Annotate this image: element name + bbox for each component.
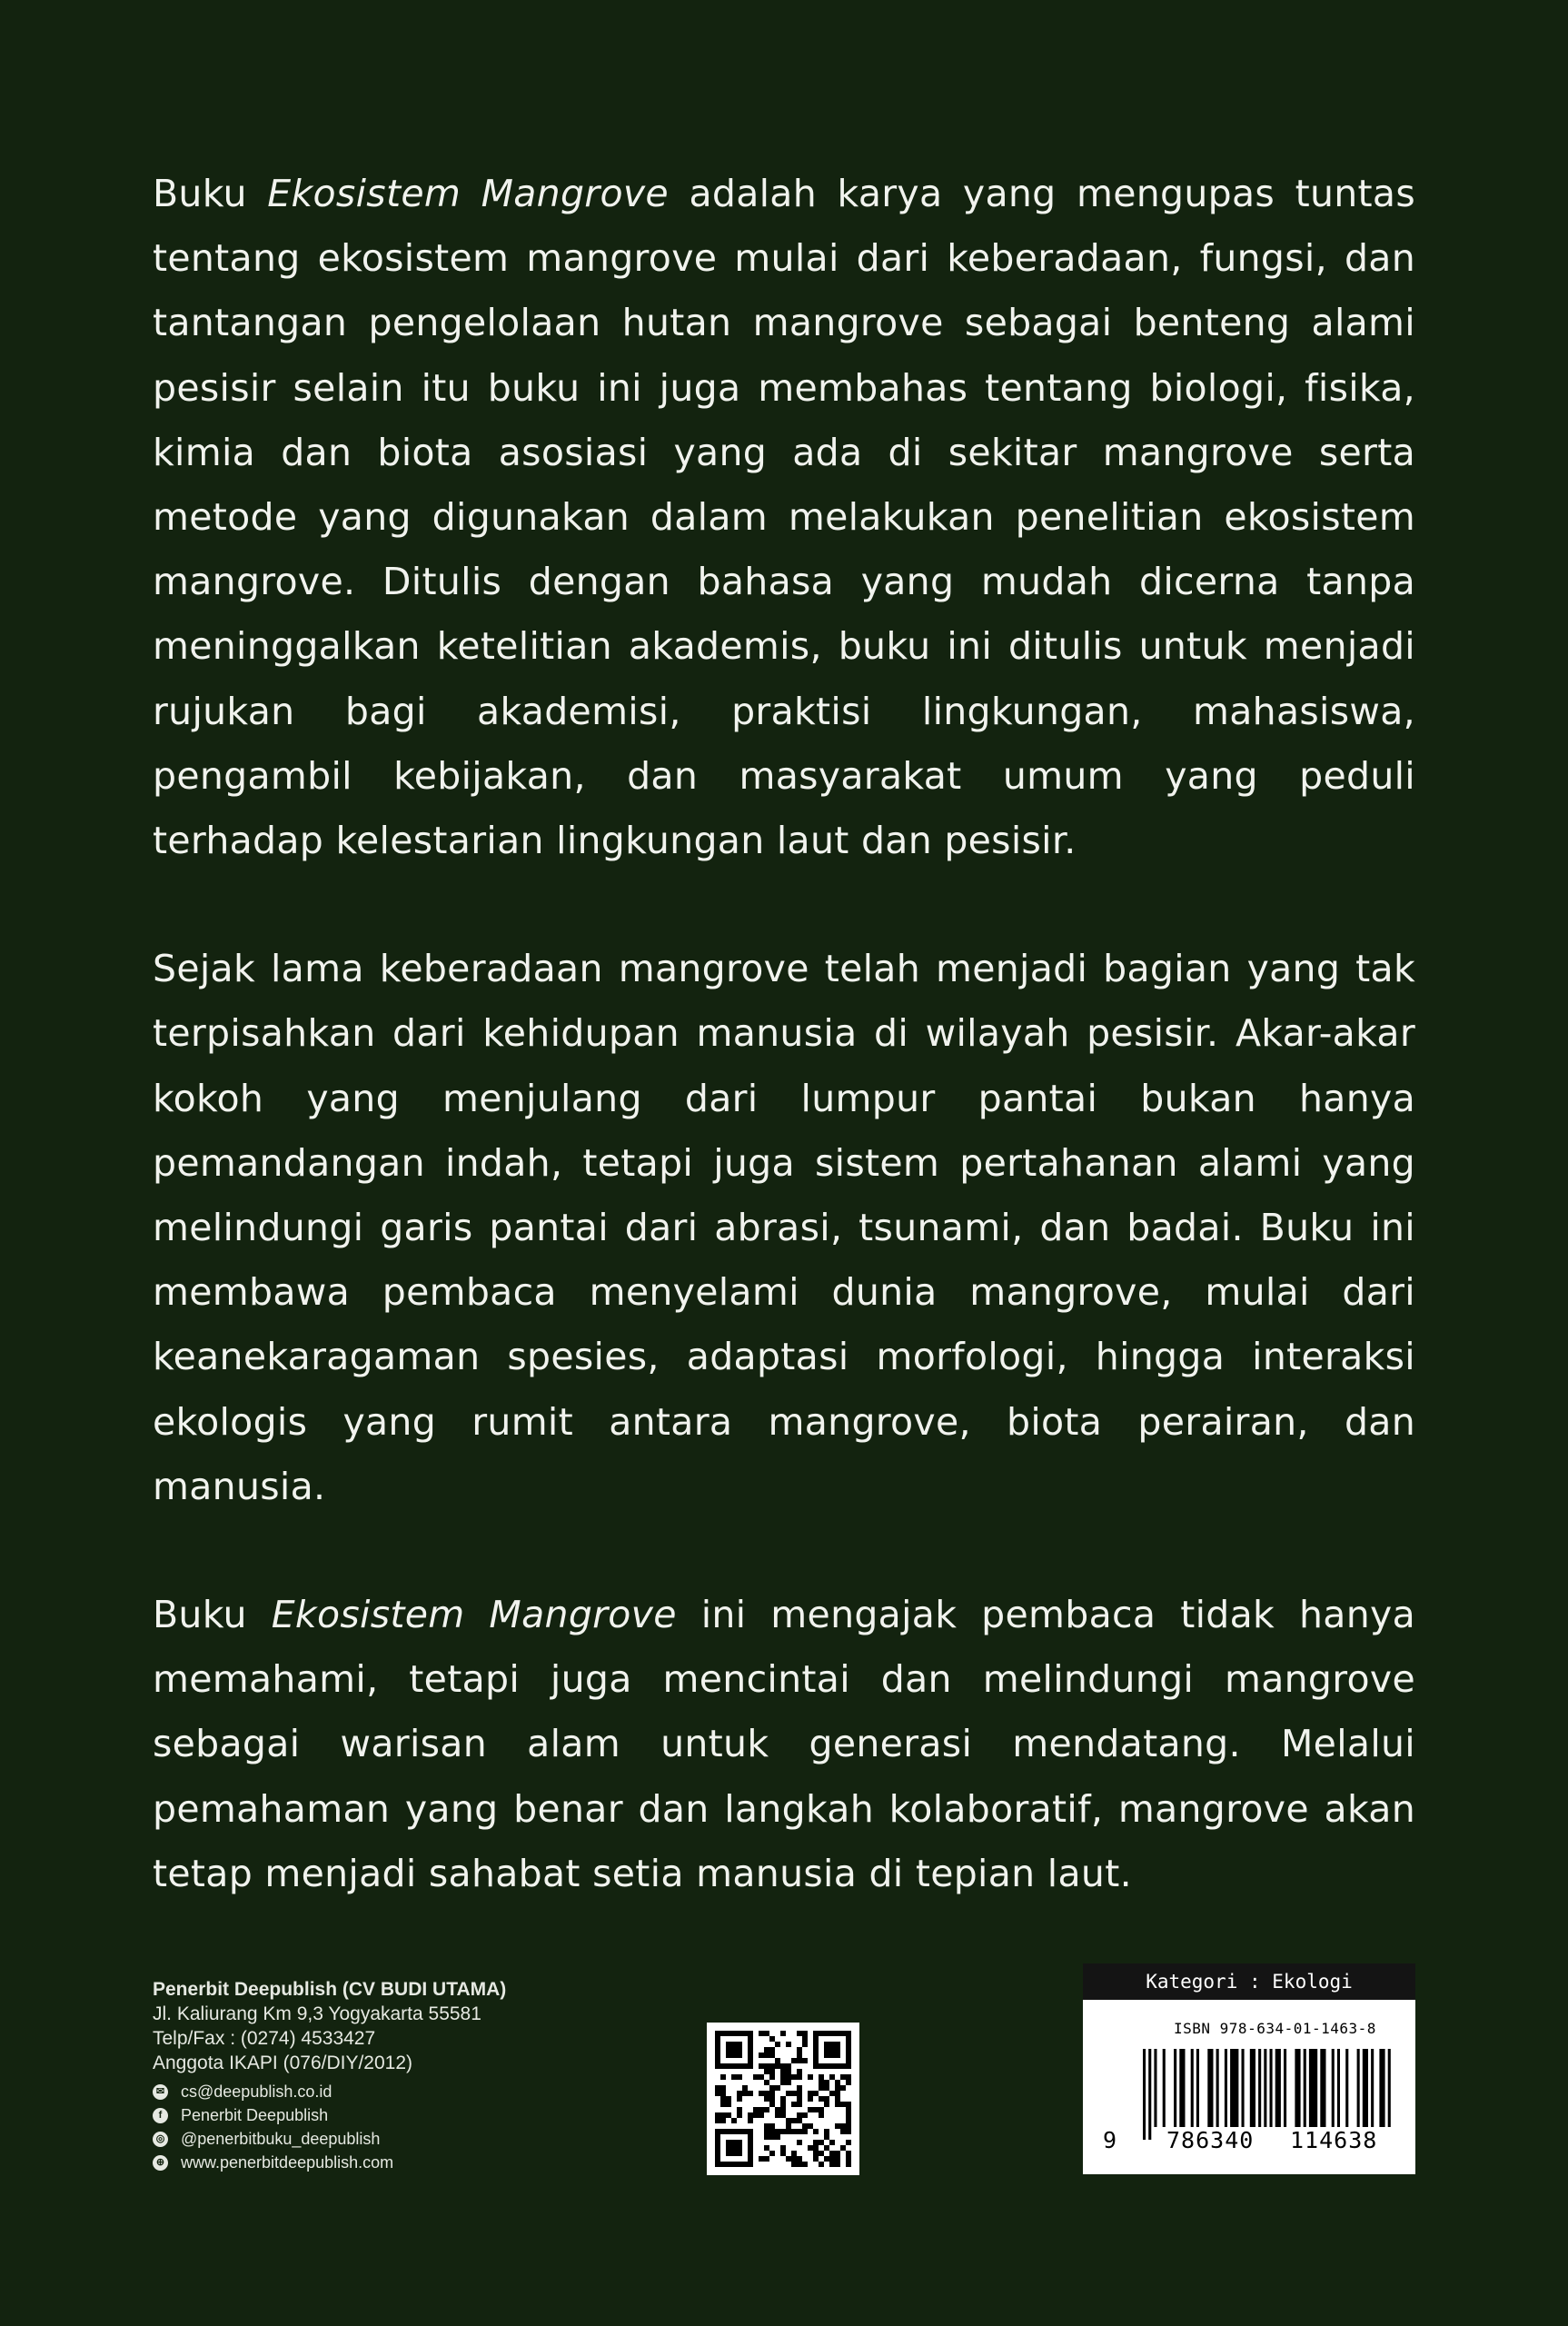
contact-email-text: cs@deepublish.co.id [181, 2082, 332, 2101]
barcode-bar [1275, 2049, 1281, 2127]
instagram-icon: ◎ [153, 2132, 168, 2147]
contact-website [153, 2151, 625, 2174]
blurb-paragraph-3: Buku Ekosistem Mangrove ini mengajak pembaca tidak hanya memahami, tetapi juga mencintai dan melindungi mangrove sebagai warisan alam untuk generasi mendatang. Melalui pemahaman yang benar dan langkah kolaboratif, mangrove akan tetap menjadi sahabat setia manusia di tepian laut. [153, 1593, 1415, 1895]
book-title-italic: Ekosistem Mangrove [271, 1593, 677, 1637]
barcode-bar [1357, 2049, 1360, 2127]
qr-code-icon [707, 2023, 859, 2175]
barcode-bar [1196, 2049, 1199, 2127]
barcode-bar [1148, 2049, 1151, 2140]
barcode-digits-left: 786340 [1166, 2127, 1255, 2153]
barcode-bar [1250, 2049, 1255, 2127]
barcode-bar [1320, 2049, 1325, 2127]
contact-website-text: www.penerbitdeepublish.com [181, 2153, 394, 2172]
barcode-bar [1264, 2049, 1266, 2127]
barcode-icon [1139, 2049, 1395, 2140]
barcode-bar [1143, 2049, 1146, 2140]
publisher-info [153, 1977, 625, 2174]
barcode-bar [1332, 2049, 1335, 2127]
email-icon: ✉ [153, 2084, 168, 2100]
contact-facebook [153, 2103, 625, 2127]
publisher-address: Jl. Kaliurang Km 9,3 Yogyakarta 55581 [153, 2003, 481, 2024]
barcode-bar [1216, 2049, 1219, 2127]
publisher-name: Penerbit Deepublish (CV BUDI UTAMA) [153, 1979, 507, 2000]
book-title-italic: Ekosistem Mangrove [267, 172, 669, 215]
barcode-bar [1163, 2049, 1166, 2127]
barcode-bar [1258, 2049, 1261, 2127]
isbn-barcode-panel [1083, 1963, 1415, 2174]
barcode-bar [1379, 2049, 1384, 2127]
publisher-phone: Telp/Fax : (0274) 4533427 [153, 2028, 376, 2049]
barcode-bar [1270, 2049, 1273, 2127]
contact-facebook-text: Penerbit Deepublish [181, 2106, 329, 2124]
barcode-digit-lead: 9 [1103, 2127, 1118, 2153]
back-cover-blurb [153, 162, 1415, 1906]
barcode-bar [1225, 2049, 1227, 2127]
barcode-bar [1154, 2049, 1156, 2127]
contact-email [153, 2080, 625, 2103]
qr-code [707, 2023, 859, 2175]
publisher-ikapi-member: Anggota IKAPI (076/DIY/2012) [153, 2053, 413, 2073]
barcode-bar [1309, 2049, 1317, 2127]
isbn-text: ISBN 978-634-01-1463-8 [1174, 2020, 1376, 2037]
barcode-bar [1230, 2049, 1238, 2127]
barcode-bar [1191, 2049, 1194, 2127]
category-label: Kategori : Ekologi [1083, 1963, 1415, 2000]
barcode-bar [1388, 2049, 1391, 2127]
barcode-bar [1295, 2049, 1300, 2127]
facebook-icon: f [153, 2108, 168, 2123]
barcode-bar [1242, 2049, 1245, 2127]
qr-modules [715, 2031, 851, 2167]
barcode-bar [1363, 2049, 1368, 2127]
barcode-bar [1345, 2049, 1348, 2127]
barcode-bar [1337, 2049, 1340, 2127]
barcode-bar [1174, 2049, 1176, 2127]
barcode-bar [1179, 2049, 1185, 2127]
barcode-bar [1371, 2049, 1374, 2127]
contact-instagram [153, 2127, 625, 2151]
barcode-bar [1284, 2049, 1286, 2127]
contact-instagram-text: @penerbitbuku_deepublish [181, 2130, 381, 2148]
blurb-paragraph-2: Sejak lama keberadaan mangrove telah menjadi bagian yang tak terpisahkan dari kehidupan manusia di wilayah pesisir. Akar-akar kokoh yang menjulang dari lumpur pantai bukan hanya pemandangan indah, tetapi juga sistem pertahanan alami yang melindungi garis pantai dari abrasi, tsunami, dan badai. Buku ini membawa pembaca menyelami dunia mangrove, mulai dari keanekaragaman spesies, adaptasi morfologi, hingga interaksi ekologis yang rumit antara mangrove, biota perairan, dan manusia. [153, 947, 1415, 1508]
barcode-digits-right: 114638 [1290, 2127, 1378, 2153]
barcode-bar [1207, 2049, 1213, 2127]
contact-list [153, 2080, 625, 2174]
barcode-bar [1304, 2049, 1306, 2127]
globe-icon: ⊕ [153, 2155, 168, 2171]
blurb-paragraph-1: Buku Ekosistem Mangrove adalah karya yang mengupas tuntas tentang ekosistem mangrove mulai dari keberadaan, fungsi, dan tantangan pengelolaan hutan mangrove sebagai benteng alami pesisir selain itu buku ini juga membahas tentang biologi, fisika, kimia dan biota asosiasi yang ada di sekitar mangrove serta metode yang digunakan dalam melakukan penelitian ekosistem mangrove. Ditulis dengan bahasa yang mudah dicerna tanpa meninggalkan ketelitian akademis, buku ini ditulis untuk menjadi rujukan bagi akademisi, praktisi lingkungan, mahasiswa, pengambil kebijakan, dan masyarakat umum yang peduli terhadap kelestarian lingkungan laut dan pesisir. [153, 172, 1415, 863]
